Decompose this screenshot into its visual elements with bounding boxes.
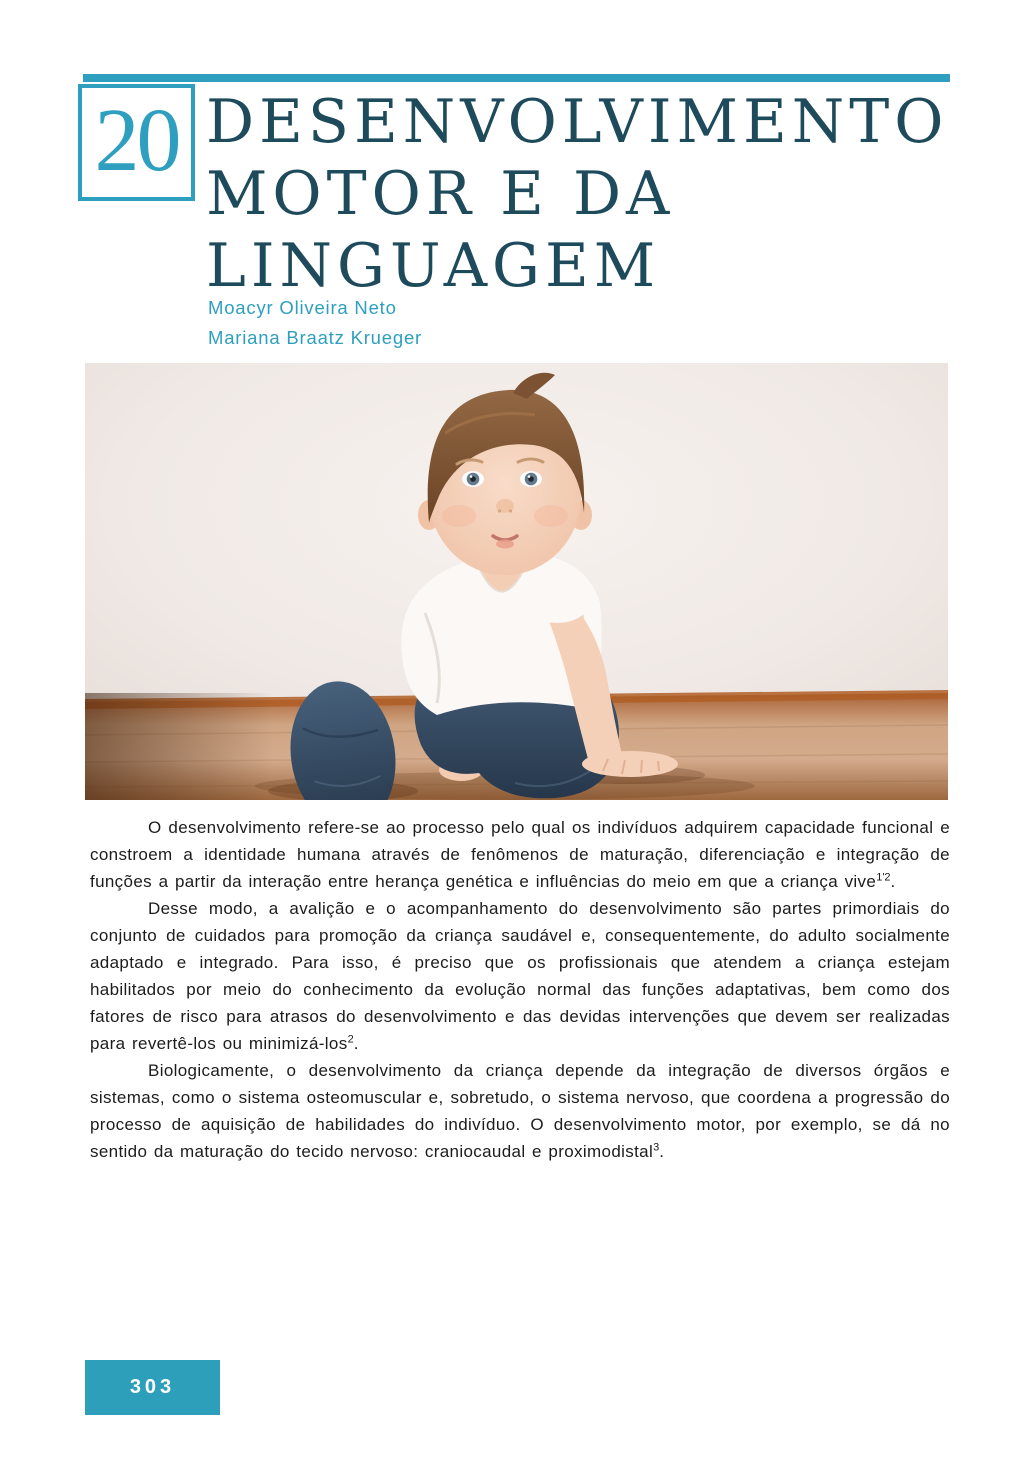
author-name: Moacyr Oliveira Neto (208, 297, 397, 318)
header-rule (83, 74, 950, 82)
body-paragraph (90, 895, 950, 1057)
page-number: 303 (129, 1376, 176, 1398)
paragraph-text: Desse modo, a avalição e o acompanhamento do desenvolvimento são partes primordiais do conjunto de cuidados para promoção da criança saudável e, consequentemente, do adulto socialmente adaptado e integrado. Para isso, é preciso que os profissionais que atendem a criança estejam habilitados por meio do conhecimento da evolução normal das funções adaptativas, bem como dos fatores de risco para atrasos do desenvolvimento e das devidas intervenções que devem ser realizadas para revertê-los ou minimizá-los (90, 899, 950, 1053)
chapter-title-line: DESENVOLVIMENTO (206, 87, 949, 157)
baby-photo (85, 363, 948, 800)
chapter-number: 20 (94, 90, 179, 190)
chapter-title-line: MOTOR E DA (206, 159, 675, 229)
footnote-reference: 1'2 (876, 871, 891, 884)
chapter-title-line: LINGUAGEM (206, 231, 661, 301)
paragraph-text: . (659, 1142, 665, 1161)
body-paragraph (90, 1057, 950, 1165)
paragraph-text: . (890, 872, 896, 891)
page-number-badge (85, 1360, 220, 1415)
authors (208, 293, 422, 353)
paragraph-text: . (353, 1034, 359, 1053)
article-body (90, 814, 950, 1165)
body-paragraph (90, 814, 950, 895)
author-name: Mariana Braatz Krueger (208, 327, 422, 348)
footnote-reference: 2 (347, 1033, 354, 1046)
paragraph-text: Biologicamente, o desenvolvimento da criança depende da integração de diversos órgãos e sistemas, como o sistema osteomuscular e, sobretudo, o sistema nervoso, que coordena a progressão do processo de aquisição de habilidades do indivíduo. O desenvolvimento motor, por exemplo, se dá no sentido da maturação do tecido nervoso: craniocaudal e proximodistal (90, 1061, 950, 1161)
chapter-title (206, 86, 948, 302)
footnote-reference: 3 (653, 1141, 660, 1154)
paragraph-text: O desenvolvimento refere-se ao processo pelo qual os indivíduos adquirem capacidade funcional e constroem a identidade humana através de fenômenos de maturação, diferenciação e integração de funções a partir da interação entre herança genética e influências do meio em que a criança vive (90, 818, 950, 891)
chapter-number-box (78, 84, 195, 201)
